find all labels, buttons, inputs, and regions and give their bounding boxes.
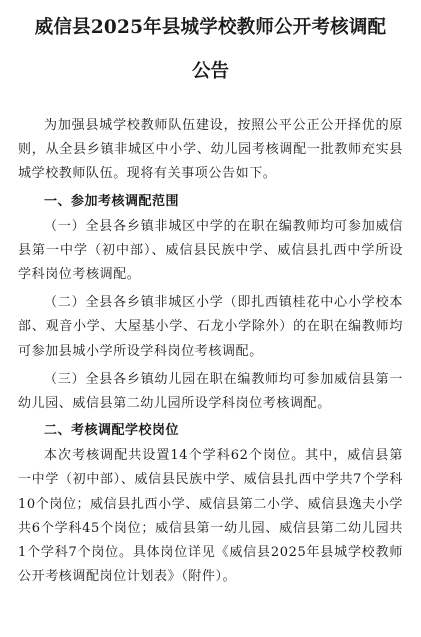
section1-heading: 一、参加考核调配范围 bbox=[44, 193, 180, 209]
section1-item-1: （一）全县各乡镇非城区中学的在职在编教师均可参加威信县第一中学（初中部）、威信县民族中学、威信县扎西中学所设学科岗位考核调配。 bbox=[18, 218, 403, 283]
section2-heading: 二、考核调配学校岗位 bbox=[44, 423, 180, 439]
intro-paragraph: 为加强县城学校教师队伍建设，按照公平公正公开择优的原则，从全县乡镇非城区中小学、幼儿园考核调配一批教师充实县城学校教师队伍。现将有关事项公告如下。 bbox=[18, 118, 403, 182]
section1-item-2: （二）全县各乡镇非城区小学（即扎西镇桂花中心小学校本部、观音小学、大屋基小学、石龙小学除外）的在职在编教师均可参加县城小学所设学科岗位考核调配。 bbox=[18, 295, 403, 359]
document-title: 威信县2025年县城学校教师公开考核调配 bbox=[34, 17, 387, 38]
document-title-line2: 公告 bbox=[191, 61, 229, 82]
document-body bbox=[18, 114, 403, 589]
section1-item-3: （三）全县各乡镇幼儿园在职在编教师均可参加威信县第一幼儿园、威信县第二幼儿园所设学科岗位考核调配。 bbox=[18, 371, 403, 412]
section2-paragraph: 本次考核调配共设置14个学科62个岗位。其中，威信县第一中学（初中部）、威信县民族中学、威信县扎西中学共7个学科10个岗位；威信县扎西小学、威信县第二小学、威信县逸夫小学共6个学科45个岗位；威信县第一幼儿园、威信县第二幼儿园共1个学科7个岗位。具体岗位详见《威信县2025年县城学校教师公开考核调配岗位计划表》（附件）。 bbox=[18, 448, 403, 585]
